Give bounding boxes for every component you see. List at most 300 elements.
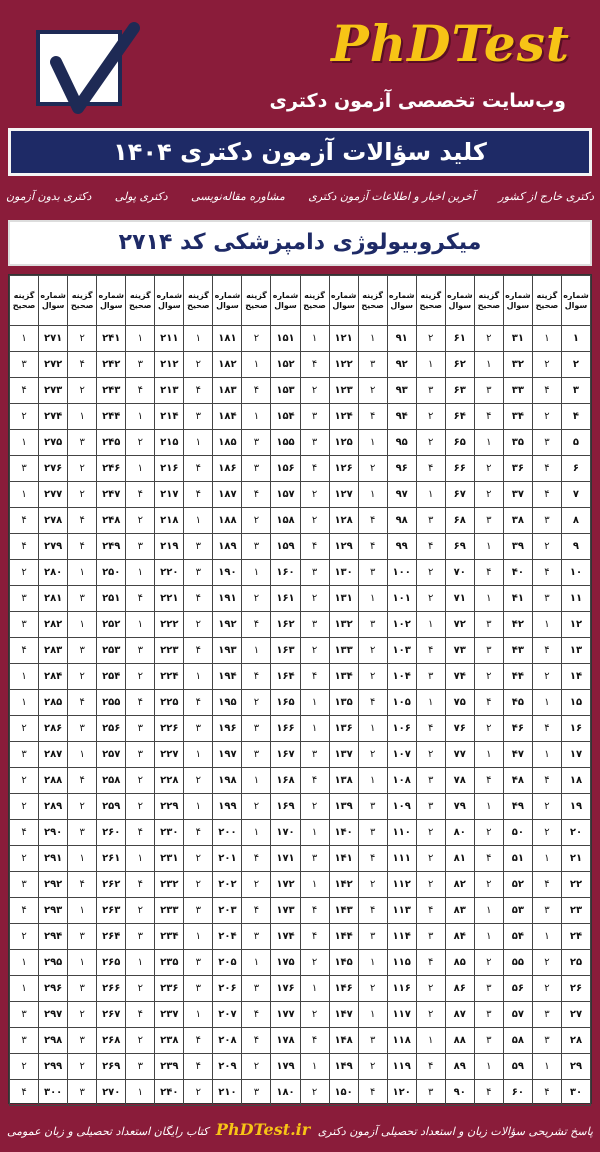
table-row [10, 326, 591, 352]
question-number-cell: ۱۲۸ [329, 508, 358, 534]
question-number-cell: ۸۶ [445, 976, 474, 1002]
correct-option-cell: ۲ [300, 508, 329, 534]
question-number-cell: ۱۸۲ [213, 352, 242, 378]
correct-option-cell: ۱ [68, 612, 97, 638]
correct-option-cell: ۱ [242, 404, 271, 430]
nav-link-article-consulting[interactable]: مشاوره مقاله‌نویسی [191, 190, 285, 203]
correct-option-cell: ۱ [126, 846, 155, 872]
correct-option-cell: ۲ [474, 326, 503, 352]
correct-option-cell: ۱ [474, 586, 503, 612]
correct-option-cell: ۳ [68, 430, 97, 456]
correct-option-cell: ۴ [10, 820, 39, 846]
correct-option-cell: ۳ [126, 742, 155, 768]
correct-option-cell: ۲ [10, 560, 39, 586]
correct-option-cell: ۱ [532, 690, 561, 716]
question-number-cell: ۲۶۸ [97, 1028, 126, 1054]
correct-option-cell: ۳ [68, 924, 97, 950]
question-number-cell: ۱۷۸ [271, 1028, 300, 1054]
question-number-cell: ۲۲ [561, 872, 590, 898]
correct-option-cell: ۴ [532, 560, 561, 586]
correct-option-cell: ۴ [416, 950, 445, 976]
question-number-cell: ۱۷۱ [271, 846, 300, 872]
brand-logo-text[interactable]: PhDTest [331, 14, 570, 73]
header-correct-option: گزینه صحیح [474, 276, 503, 326]
table-row [10, 742, 591, 768]
correct-option-cell: ۱ [126, 404, 155, 430]
question-number-cell: ۲۷۵ [39, 430, 68, 456]
question-number-cell: ۲ [561, 352, 590, 378]
question-number-cell: ۸۵ [445, 950, 474, 976]
question-number-cell: ۸۳ [445, 898, 474, 924]
table-row [10, 794, 591, 820]
question-number-cell: ۲۷ [561, 1002, 590, 1028]
question-number-cell: ۸ [561, 508, 590, 534]
question-number-cell: ۴۵ [503, 690, 532, 716]
question-number-cell: ۱۸۳ [213, 378, 242, 404]
correct-option-cell: ۴ [126, 378, 155, 404]
question-number-cell: ۱۲ [561, 612, 590, 638]
question-number-cell: ۱۹۲ [213, 612, 242, 638]
correct-option-cell: ۳ [532, 1002, 561, 1028]
question-number-cell: ۱۸۹ [213, 534, 242, 560]
correct-option-cell: ۱ [184, 326, 213, 352]
question-number-cell: ۱۹۱ [213, 586, 242, 612]
correct-option-cell: ۱ [532, 1054, 561, 1080]
correct-option-cell: ۴ [68, 768, 97, 794]
correct-option-cell: ۱ [10, 430, 39, 456]
correct-option-cell: ۴ [10, 534, 39, 560]
question-number-cell: ۳۱ [503, 326, 532, 352]
question-number-cell: ۷۷ [445, 742, 474, 768]
correct-option-cell: ۴ [184, 690, 213, 716]
correct-option-cell: ۴ [126, 872, 155, 898]
question-number-cell: ۳۰ [561, 1080, 590, 1106]
question-number-cell: ۱ [561, 326, 590, 352]
correct-option-cell: ۴ [242, 482, 271, 508]
correct-option-cell: ۴ [532, 872, 561, 898]
correct-option-cell: ۱ [358, 950, 387, 976]
question-number-cell: ۲۰ [561, 820, 590, 846]
correct-option-cell: ۱ [126, 326, 155, 352]
question-number-cell: ۶۸ [445, 508, 474, 534]
question-number-cell: ۱۹۵ [213, 690, 242, 716]
correct-option-cell: ۱ [126, 950, 155, 976]
correct-option-cell: ۴ [68, 872, 97, 898]
correct-option-cell: ۱ [10, 950, 39, 976]
footer-brand[interactable]: PhDTest.ir [215, 1120, 311, 1139]
correct-option-cell: ۴ [68, 352, 97, 378]
question-number-cell: ۲۹۴ [39, 924, 68, 950]
correct-option-cell: ۱ [10, 326, 39, 352]
question-number-cell: ۲۷۸ [39, 508, 68, 534]
correct-option-cell: ۲ [242, 794, 271, 820]
question-number-cell: ۲۸۵ [39, 690, 68, 716]
question-number-cell: ۲۹۳ [39, 898, 68, 924]
nav-link-latest-news[interactable]: آخرین اخبار و اطلاعات آزمون دکتری [308, 190, 476, 203]
question-number-cell: ۲۱۳ [155, 378, 184, 404]
question-number-cell: ۱۳۴ [329, 664, 358, 690]
question-number-cell: ۲۱۲ [155, 352, 184, 378]
correct-option-cell: ۱ [358, 716, 387, 742]
correct-option-cell: ۳ [242, 456, 271, 482]
correct-option-cell: ۱ [10, 976, 39, 1002]
correct-option-cell: ۴ [126, 1002, 155, 1028]
correct-option-cell: ۳ [242, 976, 271, 1002]
question-number-cell: ۱۶۹ [271, 794, 300, 820]
question-number-cell: ۲۸۲ [39, 612, 68, 638]
correct-option-cell: ۲ [68, 664, 97, 690]
question-number-cell: ۹۶ [387, 456, 416, 482]
table-row [10, 378, 591, 404]
question-number-cell: ۱۴۸ [329, 1028, 358, 1054]
question-number-cell: ۱۸۷ [213, 482, 242, 508]
header-question-number: شماره سوال [39, 276, 68, 326]
correct-option-cell: ۲ [474, 482, 503, 508]
question-number-cell: ۵۴ [503, 924, 532, 950]
header-question-number: شماره سوال [213, 276, 242, 326]
question-number-cell: ۱۹۶ [213, 716, 242, 742]
correct-option-cell: ۳ [10, 742, 39, 768]
question-number-cell: ۲۴۲ [97, 352, 126, 378]
question-number-cell: ۲۸۴ [39, 664, 68, 690]
header-correct-option: گزینه صحیح [416, 276, 445, 326]
correct-option-cell: ۴ [242, 378, 271, 404]
correct-option-cell: ۱ [474, 1054, 503, 1080]
question-number-cell: ۲۲۴ [155, 664, 184, 690]
correct-option-cell: ۴ [416, 456, 445, 482]
question-number-cell: ۲۱ [561, 846, 590, 872]
question-number-cell: ۲۸۹ [39, 794, 68, 820]
correct-option-cell: ۲ [126, 794, 155, 820]
correct-option-cell: ۲ [416, 560, 445, 586]
question-number-cell: ۴۷ [503, 742, 532, 768]
question-number-cell: ۱۴۹ [329, 1054, 358, 1080]
question-number-cell: ۲۲۶ [155, 716, 184, 742]
table-row [10, 482, 591, 508]
question-number-cell: ۵۲ [503, 872, 532, 898]
correct-option-cell: ۲ [10, 716, 39, 742]
correct-option-cell: ۳ [416, 768, 445, 794]
correct-option-cell: ۴ [10, 378, 39, 404]
question-number-cell: ۲۵۷ [97, 742, 126, 768]
correct-option-cell: ۲ [184, 352, 213, 378]
question-number-cell: ۱۱۲ [387, 872, 416, 898]
correct-option-cell: ۱ [68, 560, 97, 586]
question-number-cell: ۷۶ [445, 716, 474, 742]
footer-explained-answers-link[interactable]: پاسخ تشریحی سؤالات زبان و استعداد تحصیلی آزمون دکتری [317, 1125, 593, 1138]
question-number-cell: ۱۲۶ [329, 456, 358, 482]
correct-option-cell: ۱ [126, 560, 155, 586]
question-number-cell: ۳۴ [503, 404, 532, 430]
question-number-cell: ۹۳ [387, 378, 416, 404]
correct-option-cell: ۲ [68, 1054, 97, 1080]
question-number-cell: ۵۶ [503, 976, 532, 1002]
question-number-cell: ۱۶ [561, 716, 590, 742]
correct-option-cell: ۲ [242, 872, 271, 898]
question-number-cell: ۸۸ [445, 1028, 474, 1054]
correct-option-cell: ۴ [242, 1002, 271, 1028]
question-number-cell: ۱۸۶ [213, 456, 242, 482]
question-number-cell: ۴۰ [503, 560, 532, 586]
question-number-cell: ۲۴ [561, 924, 590, 950]
correct-option-cell: ۳ [68, 716, 97, 742]
question-number-cell: ۲۰۳ [213, 898, 242, 924]
header-correct-option: گزینه صحیح [358, 276, 387, 326]
question-number-cell: ۱۴۴ [329, 924, 358, 950]
correct-option-cell: ۳ [10, 872, 39, 898]
question-number-cell: ۲۶۰ [97, 820, 126, 846]
question-number-cell: ۴۹ [503, 794, 532, 820]
correct-option-cell: ۴ [358, 690, 387, 716]
question-number-cell: ۱۳۶ [329, 716, 358, 742]
question-number-cell: ۱۷۷ [271, 1002, 300, 1028]
question-number-cell: ۲۳۸ [155, 1028, 184, 1054]
correct-option-cell: ۱ [474, 534, 503, 560]
question-number-cell: ۱۸۱ [213, 326, 242, 352]
correct-option-cell: ۳ [126, 1054, 155, 1080]
question-number-cell: ۱۳۸ [329, 768, 358, 794]
question-number-cell: ۲۶۴ [97, 924, 126, 950]
question-number-cell: ۲۷۷ [39, 482, 68, 508]
header-question-number: شماره سوال [155, 276, 184, 326]
question-number-cell: ۱۴ [561, 664, 590, 690]
correct-option-cell: ۲ [416, 326, 445, 352]
question-number-cell: ۱۷۴ [271, 924, 300, 950]
correct-option-cell: ۴ [242, 846, 271, 872]
correct-option-cell: ۲ [10, 404, 39, 430]
question-number-cell: ۹۹ [387, 534, 416, 560]
correct-option-cell: ۲ [532, 820, 561, 846]
correct-option-cell: ۲ [300, 586, 329, 612]
correct-option-cell: ۲ [474, 664, 503, 690]
table-row [10, 612, 591, 638]
footer-free-book-link[interactable]: کتاب رایگان استعداد تحصیلی و زبان عمومی [7, 1125, 209, 1138]
correct-option-cell: ۴ [300, 898, 329, 924]
question-number-cell: ۹۲ [387, 352, 416, 378]
correct-option-cell: ۲ [532, 664, 561, 690]
correct-option-cell: ۲ [416, 430, 445, 456]
question-number-cell: ۵۳ [503, 898, 532, 924]
question-number-cell: ۲۰۵ [213, 950, 242, 976]
question-number-cell: ۹۵ [387, 430, 416, 456]
correct-option-cell: ۱ [184, 664, 213, 690]
table-row [10, 716, 591, 742]
question-number-cell: ۱۶۵ [271, 690, 300, 716]
table-row [10, 1054, 591, 1080]
correct-option-cell: ۲ [532, 794, 561, 820]
correct-option-cell: ۲ [184, 768, 213, 794]
correct-option-cell: ۲ [10, 924, 39, 950]
site-header [0, 0, 600, 120]
correct-option-cell: ۲ [416, 1002, 445, 1028]
question-number-cell: ۴ [561, 404, 590, 430]
question-number-cell: ۲۸۱ [39, 586, 68, 612]
question-number-cell: ۱۲۳ [329, 378, 358, 404]
correct-option-cell: ۱ [474, 430, 503, 456]
question-number-cell: ۱۷۳ [271, 898, 300, 924]
correct-option-cell: ۳ [416, 794, 445, 820]
correct-option-cell: ۴ [300, 1028, 329, 1054]
correct-option-cell: ۳ [242, 924, 271, 950]
question-number-cell: ۲۱۶ [155, 456, 184, 482]
question-number-cell: ۲۲۹ [155, 794, 184, 820]
question-number-cell: ۷ [561, 482, 590, 508]
table-row [10, 820, 591, 846]
correct-option-cell: ۲ [68, 456, 97, 482]
correct-option-cell: ۱ [416, 1028, 445, 1054]
question-number-cell: ۲۴۰ [155, 1080, 184, 1106]
question-number-cell: ۳۸ [503, 508, 532, 534]
question-number-cell: ۱۵ [561, 690, 590, 716]
correct-option-cell: ۲ [358, 638, 387, 664]
correct-option-cell: ۲ [10, 768, 39, 794]
question-number-cell: ۲۶۹ [97, 1054, 126, 1080]
correct-option-cell: ۳ [10, 586, 39, 612]
question-number-cell: ۹۷ [387, 482, 416, 508]
question-number-cell: ۱۷ [561, 742, 590, 768]
correct-option-cell: ۴ [358, 1080, 387, 1106]
question-number-cell: ۲۰۸ [213, 1028, 242, 1054]
correct-option-cell: ۴ [358, 508, 387, 534]
question-number-cell: ۱۱۱ [387, 846, 416, 872]
question-number-cell: ۶ [561, 456, 590, 482]
question-number-cell: ۱۱۰ [387, 820, 416, 846]
question-number-cell: ۱۵۶ [271, 456, 300, 482]
correct-option-cell: ۲ [300, 482, 329, 508]
question-number-cell: ۱۶۴ [271, 664, 300, 690]
question-number-cell: ۲۲۲ [155, 612, 184, 638]
question-number-cell: ۶۶ [445, 456, 474, 482]
correct-option-cell: ۳ [474, 508, 503, 534]
correct-option-cell: ۳ [10, 456, 39, 482]
question-number-cell: ۲۰۴ [213, 924, 242, 950]
correct-option-cell: ۴ [474, 846, 503, 872]
question-number-cell: ۱۰ [561, 560, 590, 586]
question-number-cell: ۲۴۱ [97, 326, 126, 352]
question-number-cell: ۶۵ [445, 430, 474, 456]
question-number-cell: ۲۱۸ [155, 508, 184, 534]
correct-option-cell: ۴ [532, 378, 561, 404]
correct-option-cell: ۳ [416, 664, 445, 690]
correct-option-cell: ۱ [68, 950, 97, 976]
header-correct-option: گزینه صحیح [68, 276, 97, 326]
question-number-cell: ۲۸۳ [39, 638, 68, 664]
correct-option-cell: ۴ [416, 638, 445, 664]
question-number-cell: ۵۱ [503, 846, 532, 872]
question-number-cell: ۱۸۵ [213, 430, 242, 456]
correct-option-cell: ۳ [184, 404, 213, 430]
correct-option-cell: ۴ [416, 716, 445, 742]
question-number-cell: ۱۸۰ [271, 1080, 300, 1106]
question-number-cell: ۱۳۵ [329, 690, 358, 716]
nav-link-phd-abroad[interactable]: دکتری خارج از کشور [498, 190, 594, 203]
question-number-cell: ۱۲۰ [387, 1080, 416, 1106]
correct-option-cell: ۴ [242, 612, 271, 638]
question-number-cell: ۱۸۸ [213, 508, 242, 534]
correct-option-cell: ۴ [358, 898, 387, 924]
correct-option-cell: ۱ [416, 352, 445, 378]
correct-option-cell: ۲ [300, 794, 329, 820]
table-row [10, 898, 591, 924]
question-number-cell: ۱۹۰ [213, 560, 242, 586]
correct-option-cell: ۴ [300, 664, 329, 690]
question-number-cell: ۱۰۳ [387, 638, 416, 664]
correct-option-cell: ۱ [300, 976, 329, 1002]
correct-option-cell: ۱ [474, 352, 503, 378]
correct-option-cell: ۲ [532, 404, 561, 430]
header-correct-option: گزینه صحیح [532, 276, 561, 326]
correct-option-cell: ۱ [532, 742, 561, 768]
correct-option-cell: ۴ [532, 768, 561, 794]
table-row [10, 560, 591, 586]
correct-option-cell: ۴ [242, 664, 271, 690]
correct-option-cell: ۲ [126, 976, 155, 1002]
correct-option-cell: ۴ [184, 482, 213, 508]
correct-option-cell: ۲ [474, 456, 503, 482]
correct-option-cell: ۴ [300, 456, 329, 482]
question-number-cell: ۲۳۴ [155, 924, 184, 950]
correct-option-cell: ۲ [416, 586, 445, 612]
question-number-cell: ۷۳ [445, 638, 474, 664]
question-number-cell: ۵۸ [503, 1028, 532, 1054]
correct-option-cell: ۳ [242, 1080, 271, 1106]
correct-option-cell: ۳ [532, 430, 561, 456]
question-number-cell: ۲۷۶ [39, 456, 68, 482]
correct-option-cell: ۴ [10, 508, 39, 534]
question-number-cell: ۲۸۶ [39, 716, 68, 742]
header-question-number: شماره سوال [561, 276, 590, 326]
correct-option-cell: ۳ [10, 1028, 39, 1054]
correct-option-cell: ۲ [416, 820, 445, 846]
question-number-cell: ۱۱۳ [387, 898, 416, 924]
question-number-cell: ۶۴ [445, 404, 474, 430]
question-number-cell: ۱۶۷ [271, 742, 300, 768]
correct-option-cell: ۳ [358, 924, 387, 950]
correct-option-cell: ۱ [532, 924, 561, 950]
question-number-cell: ۷۴ [445, 664, 474, 690]
correct-option-cell: ۲ [474, 872, 503, 898]
correct-option-cell: ۳ [532, 508, 561, 534]
question-number-cell: ۱۷۵ [271, 950, 300, 976]
correct-option-cell: ۱ [300, 690, 329, 716]
question-number-cell: ۲۱۷ [155, 482, 184, 508]
correct-option-cell: ۴ [358, 846, 387, 872]
question-number-cell: ۷۱ [445, 586, 474, 612]
question-number-cell: ۲۲۰ [155, 560, 184, 586]
correct-option-cell: ۳ [532, 586, 561, 612]
nav-link-paid-phd[interactable]: دکتری پولی [114, 190, 168, 203]
nav-link-no-exam-phd[interactable]: دکتری بدون آزمون [6, 190, 92, 203]
correct-option-cell: ۱ [126, 612, 155, 638]
correct-option-cell: ۴ [300, 534, 329, 560]
correct-option-cell: ۲ [358, 742, 387, 768]
question-number-cell: ۲۱۵ [155, 430, 184, 456]
question-number-cell: ۱۷۰ [271, 820, 300, 846]
question-number-cell: ۲۹۸ [39, 1028, 68, 1054]
correct-option-cell: ۱ [68, 404, 97, 430]
question-number-cell: ۴۸ [503, 768, 532, 794]
question-number-cell: ۱۱۴ [387, 924, 416, 950]
correct-option-cell: ۱ [242, 950, 271, 976]
question-number-cell: ۲۳۱ [155, 846, 184, 872]
correct-option-cell: ۳ [68, 586, 97, 612]
question-number-cell: ۱۰۴ [387, 664, 416, 690]
correct-option-cell: ۲ [242, 508, 271, 534]
question-number-cell: ۳۳ [503, 378, 532, 404]
question-number-cell: ۲۴۸ [97, 508, 126, 534]
correct-option-cell: ۴ [126, 482, 155, 508]
table-row [10, 664, 591, 690]
